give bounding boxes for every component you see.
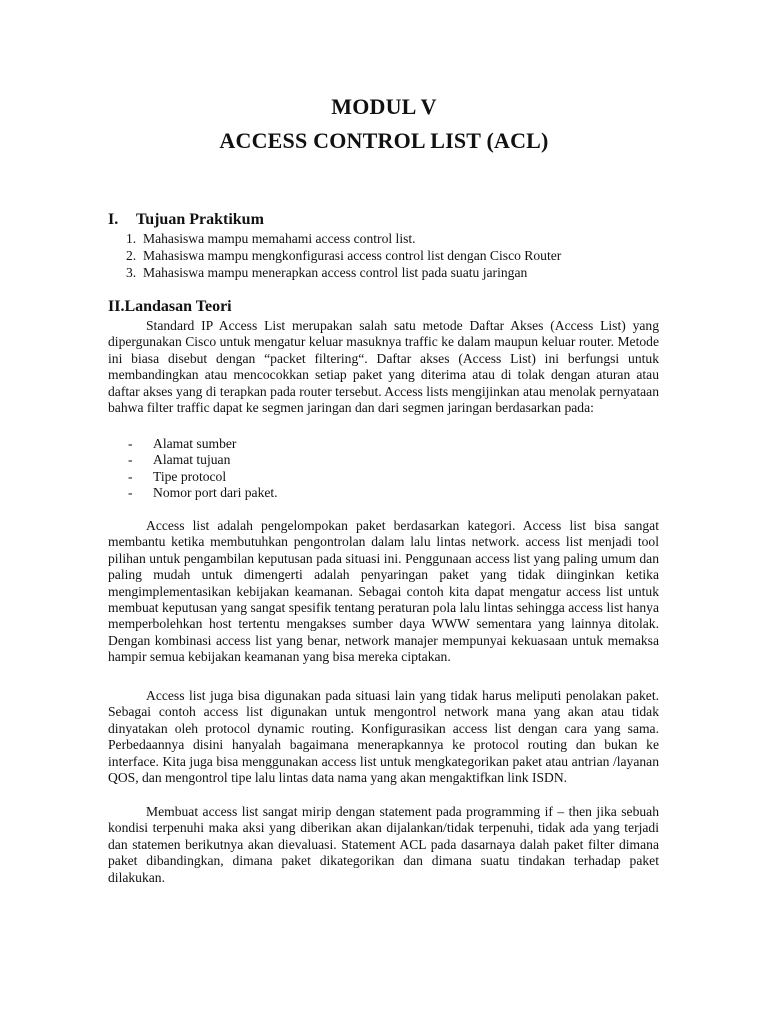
criteria-list [128, 436, 278, 502]
list-item-dash: - [128, 485, 133, 501]
list-item-text: Alamat sumber [153, 436, 237, 451]
paragraph-access-list-definition: Access list adalah pengelompokan paket berdasarkan kategori. Access list bisa sangat membantu ketika membutuhkan pengontrolan dalam lalu lintas network. access list menjadi tool pilihan untuk pengambilan keputusan pada situasi ini. Penggunaan access list yang paling umum dan paling mudah untuk dimengerti adalah penyaringan paket yang tidak diinginkan ketika mengimplementasikan kebijakan keamanan. Sebagai contoh kita dapat mengatur access list untuk membuat keputusan yang sangat spesifik tentang peraturan pola lalu lintas sehingga access list hanya memperbolehkan host tertentu mengakses sumber daya WWW sementara yang lainnya ditolak. Dengan kombinasi access list yang benar, network manajer mempunyai kekuasaan untuk memaksa hampir semua kebijakan keamanan yang bisa mereka ciptakan. [108, 518, 659, 665]
paragraph-standard-ip: Standard IP Access List merupakan salah satu metode Daftar Akses (Access List) yang dipergunakan Cisco untuk mengatur keluar masuknya traffic ke dalam maupun keluar router. Metode ini biasa disebut dengan “packet filtering“. Daftar akses (Access List) ini berfungsi untuk membandingkan atau mencocokkan setiap paket yang diterima atau di tolak dengan aturan atau daftar akses yang di terapkan pada router tersebut. Access lists mengijinkan atau menolak pernyataan bahwa filter traffic dapat ke segmen jaringan dan dari segmen jaringan berdasarkan pada: [108, 318, 659, 416]
section-number: I. [108, 211, 119, 228]
list-item-dash: - [128, 436, 133, 451]
list-item [128, 469, 278, 485]
list-item [126, 264, 686, 281]
list-item-number: 1. [126, 231, 137, 246]
section-heading-landasan [108, 298, 232, 316]
list-item [128, 452, 278, 468]
list-item [126, 230, 686, 247]
document-title-line1: MODUL V [331, 94, 437, 119]
list-item-number: 2. [126, 248, 137, 263]
section-number: II. [108, 298, 125, 315]
list-item [126, 247, 686, 264]
paragraph-access-list-programming: Membuat access list sangat mirip dengan statement pada programming if – then jika sebuah kondisi terpenuhi maka aksi yang diberikan akan dijalankan/tidak terpenuhi, tidak ada yang terjadi dan statemen berikutnya akan dievaluasi. Statement ACL pada dasarnaya dalah paket filter dimana paket dibandingkan, dimana paket dikategorikan dan dimana suatu tindakan terhadap paket dilakukan. [108, 804, 659, 885]
list-item-text: Tipe protocol [153, 468, 227, 484]
list-item-number: 3. [126, 265, 137, 280]
objectives-list [126, 230, 686, 281]
section-title: Tujuan Praktikum [136, 211, 264, 228]
section-title: Landasan Teori [124, 298, 232, 315]
list-item [128, 436, 278, 452]
list-item-text: Alamat tujuan [153, 452, 231, 468]
section-heading-tujuan [108, 211, 264, 229]
list-item-text: Mahasiswa mampu mengkonfigurasi access control list dengan Cisco Router [143, 248, 562, 263]
list-item-dash: - [128, 452, 133, 468]
document-title-line2: ACCESS CONTROL LIST (ACL) [219, 128, 549, 153]
list-item-text: Mahasiswa mampu menerapkan access control list pada suatu jaringan [143, 265, 528, 280]
list-item-dash: - [128, 468, 133, 484]
list-item [128, 485, 278, 501]
list-item-text: Mahasiswa mampu memahami access control list. [143, 231, 416, 246]
list-item-text: Nomor port dari paket. [153, 485, 278, 501]
paragraph-access-list-usage: Access list juga bisa digunakan pada situasi lain yang tidak harus meliputi penolakan paket. Sebagai contoh access list digunakan untuk mengontrol network mana yang akan atau tidak dinyatakan oleh protocol dynamic routing. Konfigurasikan access list dengan cara yang sama. Perbedaannya disini hanyalah bagaimana menerapkannya ke protocol routing dan bukan ke interface. Kita juga bisa menggunakan access list untuk mengkategorikan paket atau antrian /layanan QOS, dan mengontrol tipe lalu lintas data nama yang akan mengaktifkan link ISDN. [108, 688, 659, 786]
